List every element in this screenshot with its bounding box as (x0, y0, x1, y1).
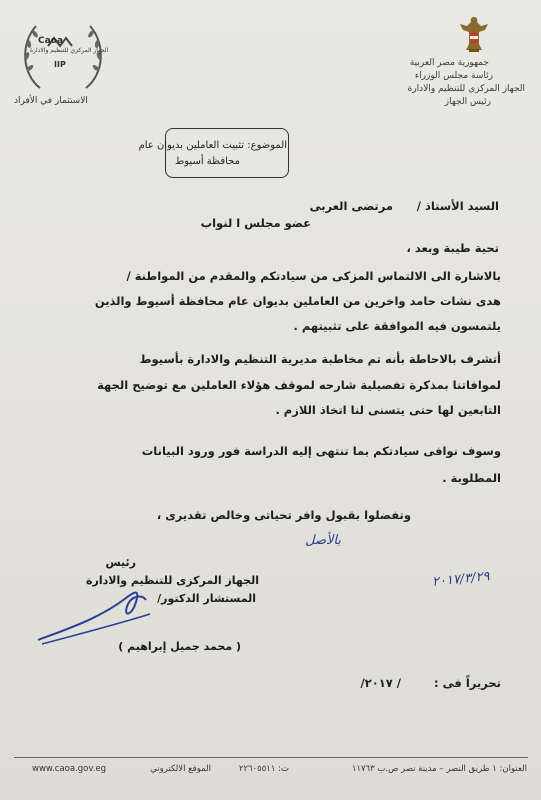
addressee-title: عضو مجلس ا لنواب (200, 216, 311, 230)
footer-site: www.caoa.gov.eg (32, 764, 107, 774)
footer-site-label: الموقع الالكتروني (150, 764, 211, 774)
signature-scribble-icon (30, 578, 170, 648)
dateline-label: تحريراً فى : (434, 676, 501, 690)
header-head: رئيس الجهاز (444, 97, 491, 107)
footer-phone: ت: ٢٢٦٠٥٥١١ (238, 764, 289, 774)
signature-org: الجهاز المركزى للتنظيم والادارة (86, 574, 259, 587)
signature-name: ( محمد جميل إبراهيم ) (118, 640, 241, 653)
egypt-eagle-emblem-icon (457, 14, 491, 54)
header-ministry: رئاسة مجلس الوزراء (414, 71, 493, 81)
signature-title: المستشار الدكتور/ (157, 592, 256, 605)
header-agency: الجهاز المركزي للتنظيم والادارة (407, 84, 525, 94)
subject-line-2: محافظة أسيوط (175, 156, 240, 167)
logo-brand: Caoa (38, 36, 63, 46)
body-p1-line3: يلتمسون فيه الموافقة على تثبيتهم . (293, 319, 501, 333)
body-p2-line1: أتشرف بالاحاطة بأنه تم مخاطبة مديرية التنظيم والادارة بأسيوط (139, 352, 501, 366)
body-p1-line2: هدى نشات حامد واخرين من العاملين بديوان عام محافظة أسيوط والذين (94, 294, 501, 308)
footer-divider (14, 757, 528, 758)
body-p2-line3: التابعين لها حتى يتسنى لنا اتخاذ اللازم . (275, 403, 501, 417)
addressee-name: مرتضى العربى (309, 199, 393, 213)
subject-box (165, 128, 289, 178)
dateline-year: / ٢٠١٧/ (360, 676, 401, 690)
body-p2-line2: لموافاتنا بمذكرة تفصيلية شارحه لموقف هؤلاء العاملين مع توضيح الجهة (97, 378, 501, 392)
handwritten-note: بالأصل (305, 533, 341, 548)
logo-motto: الاستثمار في الأفراد (14, 96, 88, 106)
greeting: تحية طيبة وبعد ، (406, 241, 499, 255)
footer-address: العنوان: ١ طريق النصر – مدينة نصر ص.ب ١١٧٦٣ (351, 764, 527, 774)
salutation: السيد الأستاذ / (416, 199, 499, 213)
body-p1-line1: بالاشارة الى الالتماس المزكى من سيادتكم والمقدم من المواطنة / (126, 269, 501, 283)
caoa-logo-icon (16, 8, 110, 102)
subject-line-1: الموضوع: تثبيت العاملين بديوان عام (138, 140, 287, 151)
logo-iip: IIP (54, 60, 66, 69)
body-p3-line1: وسوف نوافى سيادتكم بما تنتهى إليه الدراسة فور ورود البيانات (141, 444, 501, 458)
body-p3-line2: المطلوبة . (442, 471, 501, 485)
signature-role: رئيس (105, 556, 136, 569)
logo-org: الجهاز المركزي للتنظيم والادارة (30, 47, 109, 54)
closing: وتفضلوا بقبول وافر تحياتى وخالص تقديرى ، (156, 508, 411, 522)
header-country: جمهورية مصر العربية (409, 58, 489, 68)
handwritten-date: ٢٠١٧/٣/٢٩ (431, 569, 491, 590)
